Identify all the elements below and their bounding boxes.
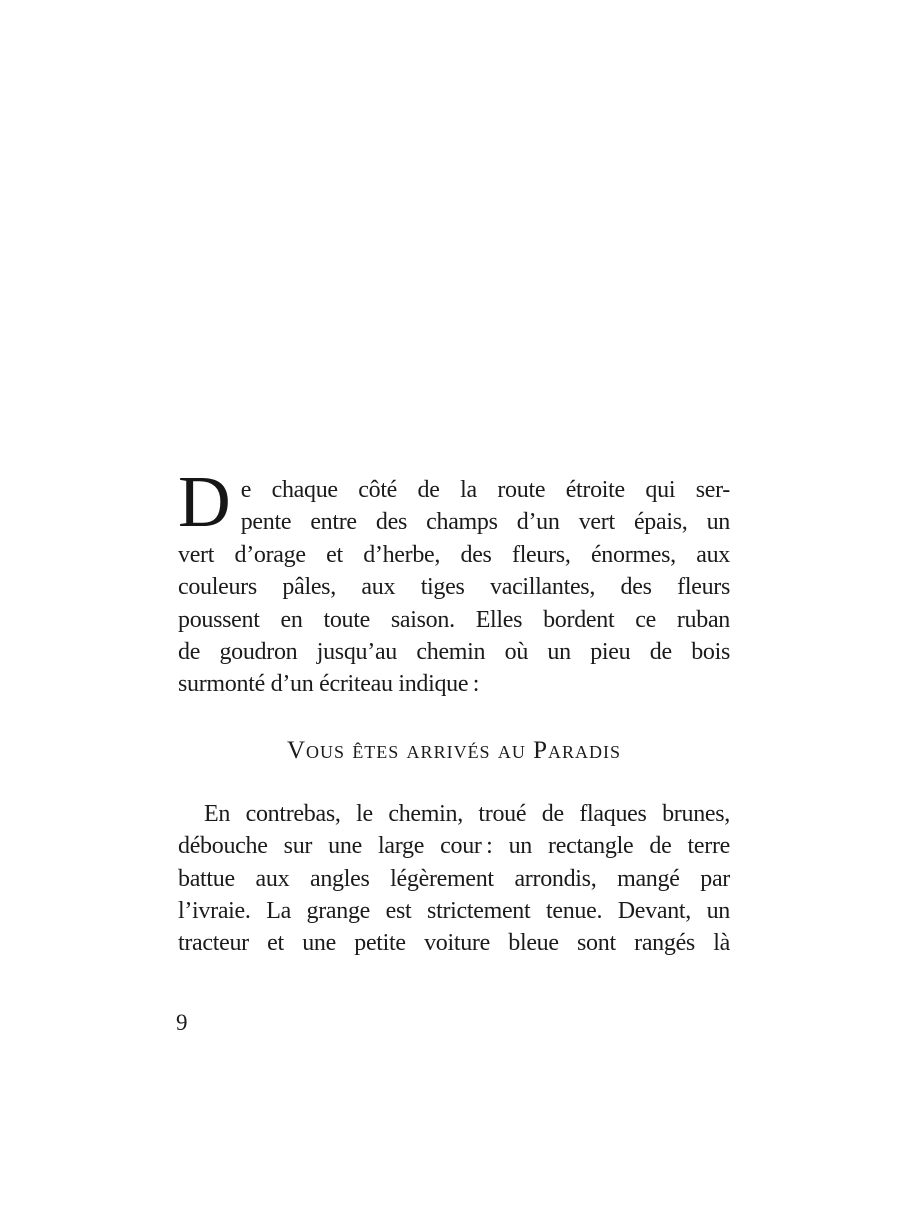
text-line: e chaque côté de la route étroite qui ser- (240, 477, 730, 503)
text-line: l’ivraie. La grange est strictement tenue. Devant, un (178, 898, 730, 925)
text-line: battue aux angles légèrement arrondis, mangé par (178, 865, 730, 892)
text-line: En contrebas, le chemin, troué de flaques brunes, (204, 800, 730, 827)
text-line: tracteur et une petite voiture bleue sont rangés là (178, 930, 730, 957)
text-block (178, 461, 730, 960)
section-heading: Vous êtes arrivés au Paradis (287, 736, 621, 764)
text-line: débouche sur une large cour : un rectangle de terre (178, 833, 730, 860)
text-line: surmonté d’un écriteau indique : (178, 671, 480, 698)
text-line: de goudron jusqu’au chemin où un pieu de bois (178, 639, 730, 666)
text-line: poussent en toute saison. Elles bordent ce ruban (178, 606, 730, 633)
drop-cap-letter: D (178, 461, 231, 542)
second-paragraph (178, 798, 730, 960)
text-line: couleurs pâles, aux tiges vacillantes, des fleurs (178, 574, 730, 601)
page-number: 9 (176, 1010, 188, 1035)
opening-paragraph (178, 461, 730, 701)
text-line: pente entre des champs d’un vert épais, un (240, 509, 730, 536)
text-line: vert d’orage et d’herbe, des fleurs, énormes, aux (178, 541, 730, 568)
